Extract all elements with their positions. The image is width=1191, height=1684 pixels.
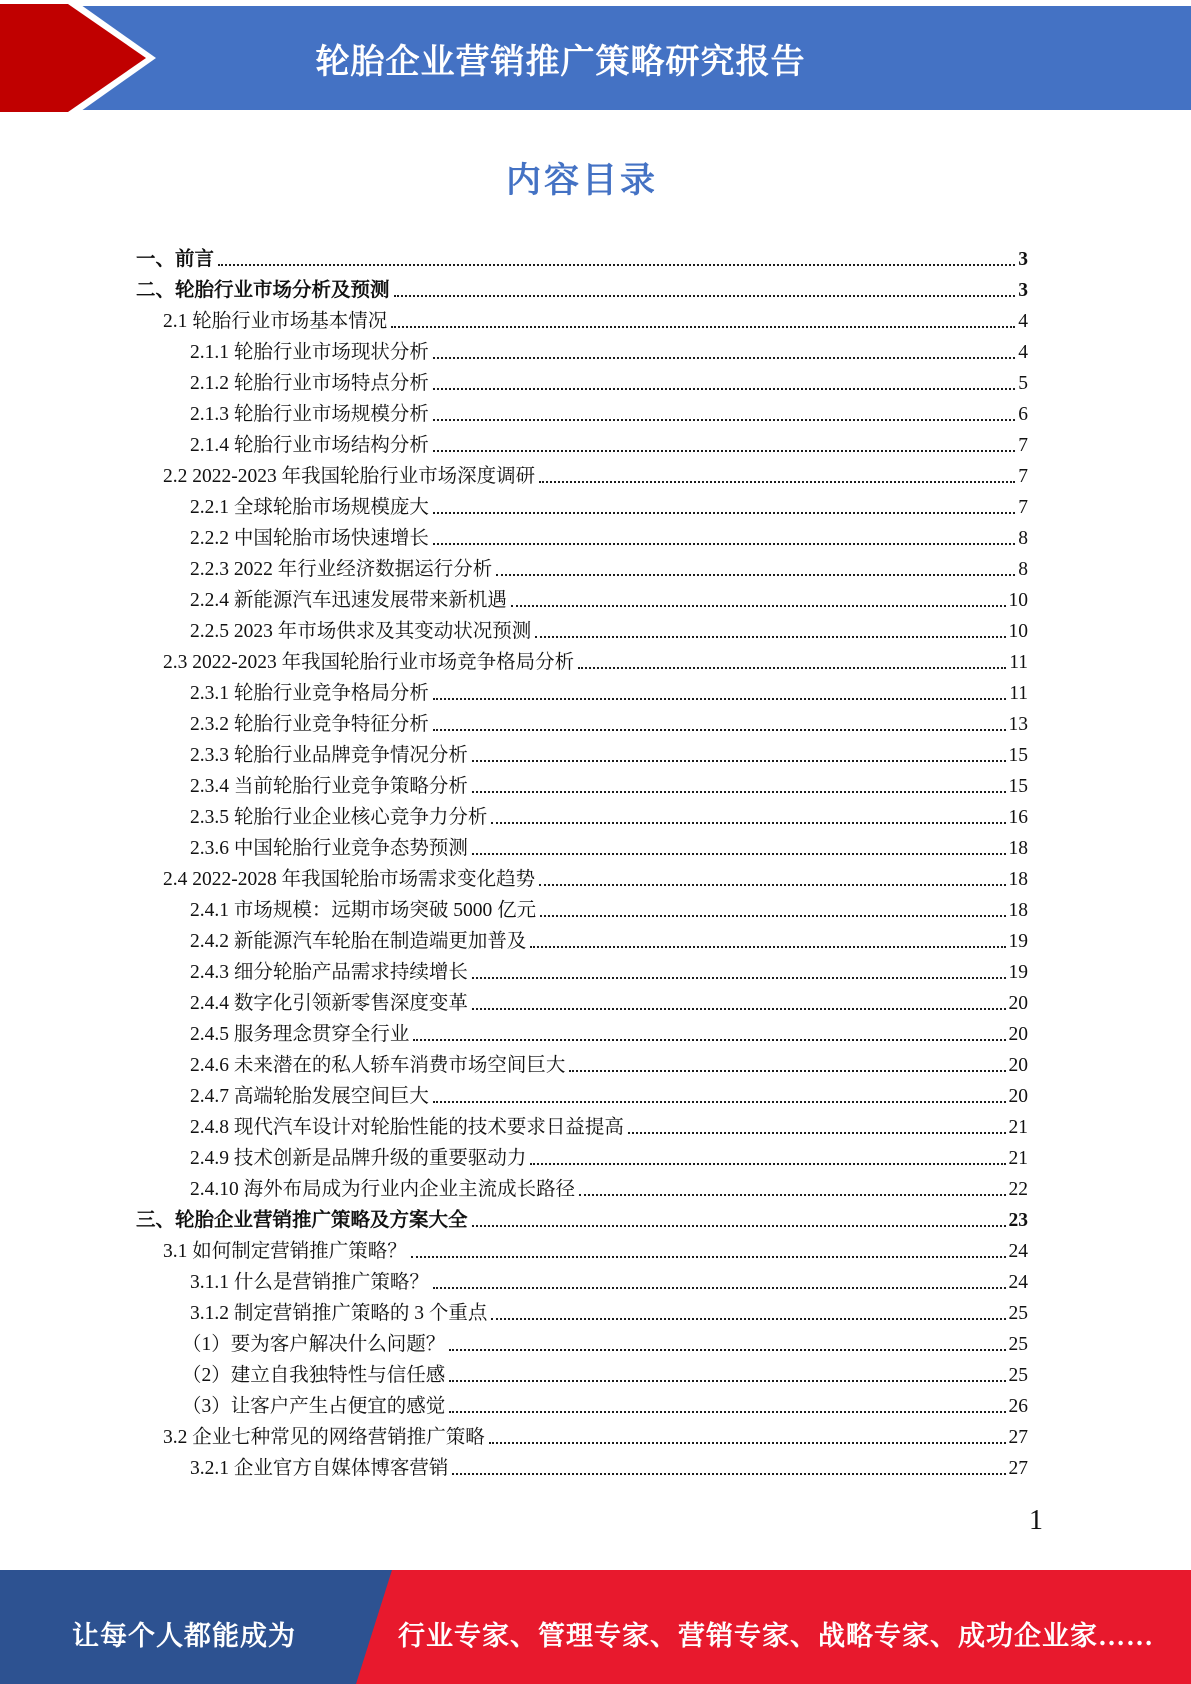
dot-leader bbox=[491, 1318, 1005, 1320]
toc-entry-page: 15 bbox=[1008, 745, 1028, 766]
toc-entry-page: 7 bbox=[1018, 435, 1028, 456]
page-number: 1 bbox=[1029, 1505, 1043, 1536]
toc-entry[interactable] bbox=[136, 1201, 1028, 1232]
toc-entry-page: 20 bbox=[1008, 993, 1028, 1014]
toc-entry-page: 20 bbox=[1008, 1024, 1028, 1045]
dot-leader bbox=[433, 419, 1015, 421]
toc-entry[interactable] bbox=[136, 1325, 1028, 1356]
toc-entry[interactable] bbox=[136, 302, 1028, 333]
dot-leader bbox=[489, 1442, 1006, 1444]
toc-entry-page: 25 bbox=[1008, 1365, 1028, 1386]
toc-entry-page: 4 bbox=[1018, 342, 1028, 363]
toc-entry[interactable] bbox=[136, 643, 1028, 674]
dot-leader bbox=[413, 1039, 1005, 1041]
dot-leader bbox=[491, 822, 1005, 824]
toc-entry-label: 2.3 2022-2023 年我国轮胎行业市场竞争格局分析 bbox=[163, 652, 575, 673]
toc-entry[interactable] bbox=[136, 829, 1028, 860]
toc-entry-page: 23 bbox=[1008, 1210, 1028, 1231]
toc-entry-page: 21 bbox=[1008, 1148, 1028, 1169]
toc-entry[interactable] bbox=[136, 333, 1028, 364]
toc-entry-page: 24 bbox=[1008, 1272, 1028, 1293]
toc-entry-label: 2.4.3 细分轮胎产品需求持续增长 bbox=[190, 962, 468, 983]
toc-entry-page: 18 bbox=[1008, 838, 1028, 859]
dot-leader bbox=[433, 357, 1015, 359]
toc-entry[interactable] bbox=[136, 767, 1028, 798]
toc-entry-page: 22 bbox=[1008, 1179, 1028, 1200]
toc-entry[interactable] bbox=[136, 891, 1028, 922]
toc-entry-label: 3.1.2 制定营销推广策略的 3 个重点 bbox=[190, 1303, 488, 1324]
dot-leader bbox=[433, 388, 1015, 390]
toc-entry-label: 2.4.1 市场规模：远期市场突破 5000 亿元 bbox=[190, 900, 537, 921]
toc-entry[interactable] bbox=[136, 798, 1028, 829]
toc-entry-page: 25 bbox=[1008, 1334, 1028, 1355]
toc-entry-page: 26 bbox=[1008, 1396, 1028, 1417]
toc-entry-label: 2.2.1 全球轮胎市场规模庞大 bbox=[190, 497, 429, 518]
toc-entry[interactable] bbox=[136, 953, 1028, 984]
header-banner bbox=[0, 6, 1191, 110]
toc-entry-page: 10 bbox=[1008, 590, 1028, 611]
toc-entry-label: 2.3.4 当前轮胎行业竞争策略分析 bbox=[190, 776, 468, 797]
toc-entry-page: 19 bbox=[1008, 962, 1028, 983]
toc-entry-label: 3.1.1 什么是营销推广策略？ bbox=[190, 1272, 429, 1293]
toc-entry[interactable] bbox=[136, 1449, 1028, 1480]
toc-entry-label: 2.1.3 轮胎行业市场规模分析 bbox=[190, 404, 429, 425]
dot-leader bbox=[496, 574, 1015, 576]
toc-list bbox=[136, 240, 1028, 1480]
toc-entry-page: 20 bbox=[1008, 1086, 1028, 1107]
toc-entry-label: 2.4 2022-2028 年我国轮胎市场需求变化趋势 bbox=[163, 869, 536, 890]
toc-entry[interactable] bbox=[136, 612, 1028, 643]
toc-entry-label: 2.4.4 数字化引领新零售深度变革 bbox=[190, 993, 468, 1014]
toc-entry-page: 8 bbox=[1018, 528, 1028, 549]
toc-entry[interactable] bbox=[136, 488, 1028, 519]
toc-entry[interactable] bbox=[136, 1139, 1028, 1170]
toc-entry-page: 10 bbox=[1008, 621, 1028, 642]
dot-leader bbox=[472, 1008, 1006, 1010]
toc-entry[interactable] bbox=[136, 426, 1028, 457]
toc-entry-label: 2.2.4 新能源汽车迅速发展带来新机遇 bbox=[190, 590, 507, 611]
dot-leader bbox=[452, 1473, 1005, 1475]
toc-entry-label: 2.2 2022-2023 年我国轮胎行业市场深度调研 bbox=[163, 466, 536, 487]
toc-entry[interactable] bbox=[136, 1046, 1028, 1077]
toc-entry-label: 2.2.2 中国轮胎市场快速增长 bbox=[190, 528, 429, 549]
toc-entry-page: 13 bbox=[1008, 714, 1028, 735]
dot-leader bbox=[628, 1132, 1006, 1134]
toc-entry[interactable] bbox=[136, 395, 1028, 426]
toc-entry-page: 27 bbox=[1008, 1458, 1028, 1479]
toc-entry-page: 8 bbox=[1018, 559, 1028, 580]
dot-leader bbox=[391, 326, 1015, 328]
dot-leader bbox=[578, 667, 1006, 669]
toc-entry-label: 2.4.6 未来潜在的私人轿车消费市场空间巨大 bbox=[190, 1055, 566, 1076]
toc-entry[interactable] bbox=[136, 674, 1028, 705]
dot-leader bbox=[539, 884, 1005, 886]
toc-entry-label: 2.1.1 轮胎行业市场现状分析 bbox=[190, 342, 429, 363]
toc-heading: 内容目录 bbox=[505, 161, 658, 200]
footer-slogan-right: 行业专家、管理专家、营销专家、战略专家、成功企业家…… bbox=[398, 1621, 1154, 1651]
dot-leader bbox=[569, 1070, 1005, 1072]
toc-entry[interactable] bbox=[136, 364, 1028, 395]
toc-entry[interactable] bbox=[136, 922, 1028, 953]
footer-banner bbox=[0, 1570, 1191, 1684]
toc-entry[interactable] bbox=[136, 581, 1028, 612]
toc-entry-page: 27 bbox=[1008, 1427, 1028, 1448]
toc-entry-label: 三、轮胎企业营销推广策略及方案大全 bbox=[136, 1210, 468, 1231]
toc-entry-label: 3.2 企业七种常见的网络营销推广策略 bbox=[163, 1427, 485, 1448]
toc-entry-label: （3）让客户产生占便宜的感觉 bbox=[182, 1396, 446, 1417]
toc-entry[interactable] bbox=[136, 1263, 1028, 1294]
dot-leader bbox=[535, 636, 1005, 638]
dot-leader bbox=[472, 977, 1006, 979]
toc-entry-label: 2.2.3 2022 年行业经济数据运行分析 bbox=[190, 559, 493, 580]
toc-entry[interactable] bbox=[136, 1232, 1028, 1263]
toc-entry-label: 2.2.5 2023 年市场供求及其变动状况预测 bbox=[190, 621, 532, 642]
toc-entry-label: 2.3.1 轮胎行业竞争格局分析 bbox=[190, 683, 429, 704]
dot-leader bbox=[433, 512, 1015, 514]
toc-entry-page: 7 bbox=[1018, 497, 1028, 518]
toc-entry-page: 19 bbox=[1008, 931, 1028, 952]
toc-entry-label: 二、轮胎行业市场分析及预测 bbox=[136, 280, 390, 301]
dot-leader bbox=[394, 295, 1016, 297]
toc-entry-label: 3.1 如何制定营销推广策略？ bbox=[163, 1241, 407, 1262]
toc-entry[interactable] bbox=[136, 457, 1028, 488]
dot-leader bbox=[433, 1287, 1006, 1289]
toc-entry-label: 2.4.7 高端轮胎发展空间巨大 bbox=[190, 1086, 429, 1107]
dot-leader bbox=[433, 698, 1006, 700]
dot-leader bbox=[530, 1163, 1005, 1165]
dot-leader bbox=[433, 450, 1015, 452]
toc-entry[interactable] bbox=[136, 1077, 1028, 1108]
toc-entry-label: 2.3.5 轮胎行业企业核心竞争力分析 bbox=[190, 807, 488, 828]
toc-entry-page: 11 bbox=[1009, 683, 1028, 704]
toc-entry-label: 2.4.5 服务理念贯穿全行业 bbox=[190, 1024, 410, 1045]
toc-entry-label: （2）建立自我独特性与信任感 bbox=[182, 1365, 446, 1386]
toc-entry-label: 2.1 轮胎行业市场基本情况 bbox=[163, 311, 388, 332]
toc-entry-page: 18 bbox=[1008, 869, 1028, 890]
toc-entry[interactable] bbox=[136, 1356, 1028, 1387]
dot-leader bbox=[411, 1256, 1006, 1258]
toc-entry-page: 3 bbox=[1018, 249, 1028, 270]
toc-entry[interactable] bbox=[136, 240, 1028, 271]
dot-leader bbox=[433, 1101, 1006, 1103]
toc-entry-label: 2.1.4 轮胎行业市场结构分析 bbox=[190, 435, 429, 456]
toc-entry-page: 11 bbox=[1009, 652, 1028, 673]
toc-entry-label: 2.3.3 轮胎行业品牌竞争情况分析 bbox=[190, 745, 468, 766]
dot-leader bbox=[472, 1225, 1006, 1227]
toc-entry-page: 21 bbox=[1008, 1117, 1028, 1138]
dot-leader bbox=[449, 1349, 1005, 1351]
toc-entry-label: 2.4.8 现代汽车设计对轮胎性能的技术要求日益提高 bbox=[190, 1117, 624, 1138]
dot-leader bbox=[472, 760, 1006, 762]
footer-slogan-left: 让每个人都能成为 bbox=[72, 1621, 296, 1651]
toc-entry[interactable] bbox=[136, 271, 1028, 302]
dot-leader bbox=[449, 1411, 1005, 1413]
toc-entry[interactable] bbox=[136, 1170, 1028, 1201]
dot-leader bbox=[433, 543, 1015, 545]
dot-leader bbox=[433, 729, 1006, 731]
toc-entry[interactable] bbox=[136, 1418, 1028, 1449]
toc-entry-label: 3.2.1 企业官方自媒体博客营销 bbox=[190, 1458, 449, 1479]
toc-entry[interactable] bbox=[136, 1387, 1028, 1418]
toc-entry[interactable] bbox=[136, 984, 1028, 1015]
dot-leader bbox=[472, 853, 1006, 855]
toc-entry-page: 16 bbox=[1008, 807, 1028, 828]
dot-leader bbox=[579, 1194, 1005, 1196]
toc-entry-page: 7 bbox=[1018, 466, 1028, 487]
toc-entry-label: 2.1.2 轮胎行业市场特点分析 bbox=[190, 373, 429, 394]
toc-entry-page: 24 bbox=[1008, 1241, 1028, 1262]
toc-entry-label: 2.4.10 海外布局成为行业内企业主流成长路径 bbox=[190, 1179, 576, 1200]
toc-entry[interactable] bbox=[136, 1015, 1028, 1046]
dot-leader bbox=[472, 791, 1006, 793]
dot-leader bbox=[540, 915, 1005, 917]
dot-leader bbox=[511, 605, 1006, 607]
dot-leader bbox=[449, 1380, 1005, 1382]
toc-entry[interactable] bbox=[136, 1294, 1028, 1325]
toc-entry[interactable] bbox=[136, 736, 1028, 767]
report-title: 轮胎企业营销推广策略研究报告 bbox=[315, 42, 806, 81]
toc-entry-page: 15 bbox=[1008, 776, 1028, 797]
toc-entry-page: 6 bbox=[1018, 404, 1028, 425]
toc-entry-label: 一、前言 bbox=[136, 249, 215, 270]
dot-leader bbox=[539, 481, 1015, 483]
toc-entry-label: 2.4.9 技术创新是品牌升级的重要驱动力 bbox=[190, 1148, 527, 1169]
toc-entry-label: 2.3.6 中国轮胎行业竞争态势预测 bbox=[190, 838, 468, 859]
toc-entry[interactable] bbox=[136, 550, 1028, 581]
dot-leader bbox=[218, 264, 1015, 266]
toc-entry[interactable] bbox=[136, 705, 1028, 736]
toc-entry-label: 2.3.2 轮胎行业竞争特征分析 bbox=[190, 714, 429, 735]
toc-entry-page: 3 bbox=[1018, 280, 1028, 301]
toc-entry-page: 18 bbox=[1008, 900, 1028, 921]
toc-entry-page: 20 bbox=[1008, 1055, 1028, 1076]
toc-entry-page: 5 bbox=[1018, 373, 1028, 394]
toc-entry[interactable] bbox=[136, 519, 1028, 550]
toc-entry[interactable] bbox=[136, 860, 1028, 891]
toc-entry-page: 25 bbox=[1008, 1303, 1028, 1324]
toc-entry-page: 4 bbox=[1018, 311, 1028, 332]
toc-entry-label: （1）要为客户解决什么问题？ bbox=[182, 1334, 446, 1355]
toc-entry[interactable] bbox=[136, 1108, 1028, 1139]
dot-leader bbox=[530, 946, 1005, 948]
toc-entry-label: 2.4.2 新能源汽车轮胎在制造端更加普及 bbox=[190, 931, 527, 952]
